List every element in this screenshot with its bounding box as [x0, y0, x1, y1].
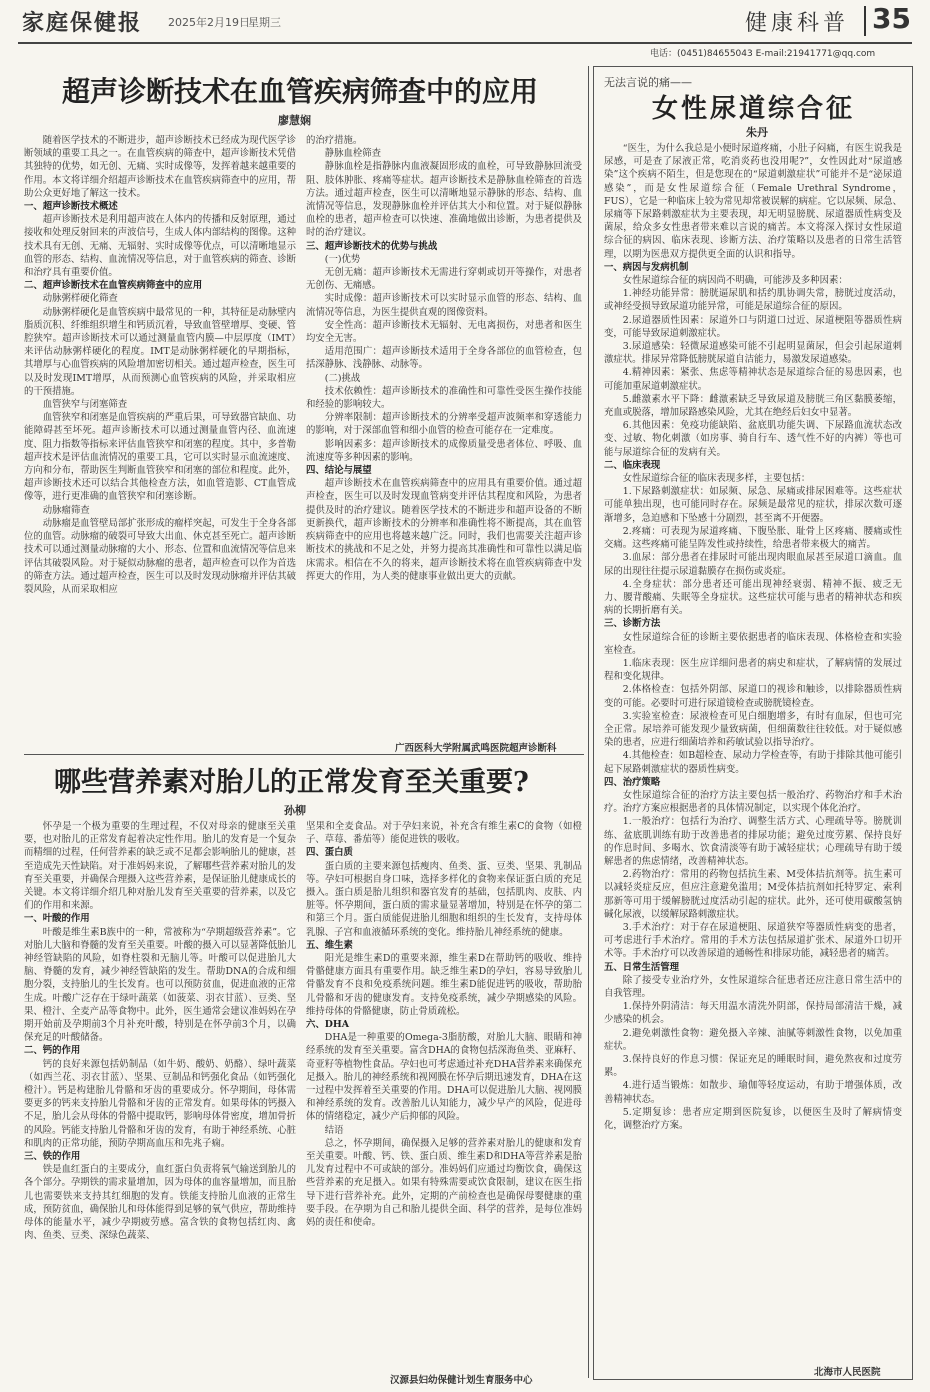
continued-paragraph: 坚果和全麦食品。对于孕妇来说，补充含有维生素C的食物（如橙子、草莓、番茄等）能促进铁的吸收。 — [306, 821, 582, 846]
paragraph: 技术依赖性：超声诊断技术的准确性和可靠性受医生操作技能和经验的影响较大。 — [306, 385, 582, 411]
paragraph: 4.全身症状：部分患者还可能出现神经衰弱、精神不振、疲乏无力、腰背酸痛、失眠等全身症状。这些症状可能与患者的精神状态和疾病的长期折磨有关。 — [604, 578, 902, 617]
paragraph: 超声诊断技术是利用超声波在人体内的传播和反射原理，通过接收和处理反射回来的声波信号，生成人体内部结构的图像。这种技术具有无创、无痛、无辐射、实时成像等优点，可以清晰地显示血管的形态、结构、血流情况等信息，对于血管疾病的筛查、诊断和治疗具有重要价值。 — [24, 214, 296, 279]
article3-author: 朱丹 — [746, 126, 768, 139]
subsection-heading: (二)挑战 — [324, 372, 361, 384]
paragraph: 钙的良好来源包括奶制品（如牛奶、酸奶、奶酪）、绿叶蔬菜（如西兰花、羽衣甘蓝）、坚果、豆制品和钙强化食品（如钙强化橙汁）。钙是构建胎儿骨骼和牙齿的重要成分。怀孕期间，母体需要更多的钙来支持胎儿骨骼和牙齿的正常发育。如果母体的钙摄入不足，胎儿会从母体的骨骼中提取钙，影响母体骨密度，增加骨折的风险。钙能支持胎儿骨骼和牙齿的发育，有助于神经系统、心脏和肌肉的正常功能，预防孕期高血压和先兆子痫。 — [24, 1058, 296, 1149]
paragraph: 超声诊断技术在血管疾病筛查中的应用具有重要价值。通过超声检查，医生可以及时发现血管病变并评估其程度和风险，为患者提供及时的治疗建议。随着医学技术的不断进步和超声设备的不断更新换代，超声诊断技术的分辨率和准确性将不断提高，其在血管疾病筛查中的应用也将越来越广泛。同时，我们也需要关注超声诊断技术的挑战和不足之处，并努力提高其准确性和可靠性以满足临床需求。相信在不久的将来，超声诊断技术将在血管疾病筛查中发挥更大的作用，为人类的健康事业做出更大的贡献。 — [306, 478, 582, 582]
paragraph: 5.雌激素水平下降：雌激素缺乏导致尿道及膀胱三角区黏膜萎缩，充血或脱落，增加尿路感染风险，尤其在绝经后妇女中显著。 — [604, 393, 902, 419]
article2-author: 孙柳 — [284, 804, 306, 817]
paragraph: 女性尿道综合征的病因尚不明确，可能涉及多种因素： — [622, 275, 848, 287]
masthead-separator — [864, 6, 866, 36]
section-heading: 三、铁的作用 — [24, 1151, 81, 1163]
paragraph: 3.血尿：部分患者在排尿时可能出现肉眼血尿甚至尿道口滴血。血尿的出现往往提示尿道黏膜存在损伤或炎症。 — [604, 552, 902, 577]
section-heading: 六、DHA — [306, 1019, 350, 1031]
article-divider — [24, 754, 584, 755]
paragraph: 实时成像：超声诊断技术可以实时显示血管的形态、结构、血流情况等信息，为医生提供直观的图像资料。 — [306, 293, 582, 318]
paragraph: 女性尿道综合征的治疗方法主要包括一般治疗、药物治疗和手术治疗。治疗方案应根据患者的具体情况制定，以实现个体化治疗。 — [604, 789, 902, 815]
section-name: 健康科普 — [745, 11, 850, 36]
paragraph: 阳光是维生素D的重要来源，维生素D在帮助钙的吸收、维持骨骼健康方面具有重要作用。缺乏维生素D的孕妇，容易导致胎儿骨骼发育不良和免疫系统问题。维生素D能促进钙的吸收，帮助胎儿骨骼和牙齿的健康发育。支持免疫系统，减少孕期感染的风险。维持母体的骨骼健康，防止骨质疏松。 — [306, 953, 582, 1017]
article2-column-2 — [306, 820, 582, 1368]
article1-author: 廖慧娴 — [278, 114, 311, 127]
paragraph: 安全性高：超声诊断技术无辐射、无电离损伤，对患者和医生均安全无害。 — [306, 319, 582, 345]
section-heading: 四、蛋白质 — [306, 847, 353, 859]
paragraph: 适用范围广：超声诊断技术适用于全身各部位的血管检查，包括深静脉、浅静脉、动脉等。 — [306, 346, 582, 371]
paragraph: 蛋白质的主要来源包括瘦肉、鱼类、蛋、豆类、坚果、乳制品等。孕妇可根据自身口味，选择多样化的食物来保证蛋白质的充足摄入。蛋白质是胎儿组织和器官发育的基础，包括肌肉、皮肤、内脏等。怀孕期间，蛋白质的需求量显著增加，特别是在怀孕的第二和第三个月。蛋白质能促进胎儿细胞和组织的生长发育，支持母体乳腺、子宫和血液循环系统的变化。维持胎儿神经系统的健康。 — [306, 860, 582, 938]
article2-title: 哪些营养素对胎儿的正常发育至关重要? — [54, 767, 529, 798]
section-heading: 二、临床表现 — [604, 459, 661, 471]
article3-body — [604, 142, 902, 1364]
paragraph: 血管狭窄和闭塞是血管疾病的严重后果，可导致器官缺血、功能障碍甚至坏死。超声诊断技术可以通过测量血管内径、血流速度、阻力指数等指标来评估血管狭窄和闭塞的程度。其中，多普勒超声技术是评估血流情况的重要工具，它可以实时显示血流速度、方向和分布，帮助医生判断血管狭窄和闭塞的部位和程度。此外，超声诊断技术还可以结合其他检查方法，如血管造影、CT血管成像等，进行更准确的血管狭窄和闭塞诊断。 — [24, 412, 296, 503]
paragraph: 动脉粥样硬化是血管疾病中最常见的一种，其特征是动脉壁内脂质沉积、纤维组织增生和钙质沉着，导致血管壁增厚、变硬、管腔狭窄。超声诊断技术可以通过测量血管内膜—中层厚度（IMT）来评估动脉粥样硬化的程度。IMT是动脉粥样硬化的早期指标，其增厚与心血管疾病的风险增加密切相关。通过超声检查，医生可以及时发现IMT增厚，从而预测心血管疾病的风险，并采取相应的干预措施。 — [24, 306, 296, 397]
paragraph: 叶酸是维生素B族中的一种，常被称为“孕期超级营养素”。它对胎儿大脑和脊髓的发育至关重要。叶酸的摄入可以显著降低胎儿神经管缺陷的风险，如脊柱裂和无脑儿等。叶酸可以促进胎儿大脑、脊髓的发育，减少神经管缺陷的发生。帮助DNA的合成和细胞分裂，支持胎儿的生长发育。也可以预防贫血，促进血液的正常生成。叶酸广泛存在于绿叶蔬菜（如菠菜、羽衣甘蓝）、豆类、坚果、橙汁、全麦产品等食物中。此外，医生通常会建议准妈妈在孕期开始前及孕期前3个月补充叶酸，特别是在怀孕前3个月，以确保充足的叶酸储备。 — [24, 926, 296, 1044]
paragraph: 1.一般治疗：包括行为治疗、调整生活方式、心理疏导等。膀胱训练、盆底肌训练有助于改善患者的排尿功能；避免过度劳累、保持良好的作息时间、多喝水、饮食清淡等有助于减轻症状；心理疏导有助于缓解患者的焦虑情绪，改善精神状态。 — [604, 816, 902, 867]
paragraph: 2.尿道器质性因素：尿道外口与阴道口过近、尿道梗阻等器质性病变，可能导致尿道刺激症状。 — [604, 314, 902, 339]
section-heading: 一、超声诊断技术概述 — [24, 201, 118, 213]
paragraph: 4.精神因素：紧张、焦虑等精神状态是尿道综合征的易患因素，也可能加重尿道刺激症状。 — [604, 367, 902, 392]
paragraph: 6.其他因素：免疫功能缺陷、盆底肌功能失调、下尿路血流状态改变、过敏、物化刺激（如房事、骑自行车、透气性不好的内裤）等也可能与尿道综合征的发病有关。 — [604, 420, 902, 458]
subsection-heading: (一)优势 — [324, 253, 361, 265]
article2-column-1 — [24, 820, 296, 1386]
column-divider — [588, 66, 589, 1378]
article2-affiliation: 汉源县妇幼保健计划生育服务中心 — [390, 1375, 533, 1386]
paragraph: 5.定期复诊：患者应定期到医院复诊，以便医生及时了解病情变化，调整治疗方案。 — [604, 1106, 902, 1132]
paragraph: 总之，怀孕期间，确保摄入足够的营养素对胎儿的健康和发育至关重要。叶酸、钙、铁、蛋白质、维生素D和DHA等营养素是胎儿发育过程中不可或缺的部分。准妈妈们应通过均衡饮食，确保这些营养素的充足摄入。如果有特殊需要或饮食限制，建议在医生指导下进行营养补充。此外，定期的产前检查也是确保母婴健康的重要手段。在孕期为自己和胎儿提供全面、科学的营养，是每位准妈妈的责任和使命。 — [306, 1137, 582, 1229]
article3-affiliation: 北海市人民医院 — [814, 1367, 881, 1378]
paragraph: 铁是血红蛋白的主要成分，血红蛋白负责将氧气输送到胎儿的各个部分。孕期铁的需求量增加，因为母体的血容量增加，而且胎儿也需要铁来支持其红细胞的发育。铁能支持胎儿血液的正常生成，预防贫血，确保胎儿和母体能得到足够的氧气供应，帮助维持母体的能量水平，减少孕期疲劳感。富含铁的食物包括红肉、禽肉、鱼类、豆类、深绿色蔬菜、 — [24, 1164, 296, 1242]
subsection-heading: 动脉瘤筛查 — [42, 504, 90, 516]
paragraph: 2.药物治疗：常用的药物包括抗生素、M受体拮抗剂等。抗生素可以减轻炎症反应，但应注意避免滥用；M受体拮抗剂如托特罗定、索利那新等可用于缓解膀胱过度活动引起的症状。此外，还可使用碳酸氢钠碱化尿液，以缓解尿路刺激症状。 — [604, 869, 902, 920]
paragraph: 静脉血栓是指静脉内血液凝固形成的血栓，可导致静脉回流受阻、肢体肿胀、疼痛等症状。超声诊断技术是静脉血栓筛查的首选方法。通过超声检查，医生可以清晰地显示静脉的形态、结构、血流情况等信息，发现静脉血栓并评估其大小和位置。对于疑似静脉血栓的患者，超声检查可以快速、准确地做出诊断，为患者提供及时的治疗建议。 — [306, 161, 582, 239]
contact-line: 电话：(0451)84655043 E-mail:21941771@qq.com — [650, 49, 876, 59]
paragraph: 动脉瘤是血管壁局部扩张形成的瘤样突起，可发生于全身各部位的血管。动脉瘤的破裂可导致大出血、休克甚至死亡。超声诊断技术可以通过测量动脉瘤的大小、形态、位置和血流情况等信息来评估其破裂风险。对于疑似动脉瘤的患者，超声检查可以作为首选的筛查方法。通过超声检查，医生可以及时发现动脉瘤并评估其破裂风险，从而采取相应 — [24, 517, 296, 595]
section-heading: 一、病因与发病机制 — [604, 261, 689, 273]
subsection-heading: 动脉粥样硬化筛查 — [42, 293, 118, 305]
masthead — [0, 0, 930, 46]
issue-date: 2025年2月19日 — [168, 16, 250, 29]
paragraph: 影响因素多：超声诊断技术的成像质量受患者体位、呼吸、血流速度等多种因素的影响。 — [306, 438, 582, 463]
article1-affiliation: 广西医科大学附属武鸣医院超声诊断科 — [395, 743, 557, 754]
paragraph: 4.其他检查：如B超检查、尿动力学检查等，有助于排除其他可能引起下尿路刺激症状的器质性病变。 — [604, 750, 902, 775]
paragraph: 1.保持外阴清洁：每天用温水清洗外阴部，保持局部清洁干燥，减少感染的机会。 — [604, 1001, 902, 1026]
article1-column-1 — [24, 134, 296, 786]
article1-column-2 — [306, 134, 582, 734]
section-heading: 三、诊断方法 — [604, 618, 661, 630]
paragraph: 1.神经功能异常：膀胱逼尿肌和括约肌协调失常，膀胱过度活动，或神经受损导致尿道功能异常，可能是尿道综合征的原因。 — [604, 288, 902, 313]
paragraph: 3.保持良好的作息习惯：保证充足的睡眠时间，避免熬夜和过度劳累。 — [604, 1054, 902, 1079]
paragraph: 女性尿道综合征的临床表现多样，主要包括： — [622, 473, 811, 485]
paragraph: “医生，为什么我总是小便时尿道疼痛，小肚子闷痛，有医生说我是尿感，可是查了尿液正常，吃消炎药也没用呢?”，女性因此对“尿道感染”这个疾病不陌生，但是您现在的“尿道刺激症状”可能并不是“泌尿道感染”，而是女性尿道综合征（Female Urethral Syndrome，FUS），它是一种临床上较为常见却常被误解的病症。它以尿频、尿急、尿痛等下尿路刺激症状为主要表现，却无明显膀胱、尿道器质性病变及菌尿，给众多女性患者带来难以言说的痛苦。本文将深入探讨女性尿道综合征的病因、临床表现、诊断方法、治疗策略以及患者的日常生活管理，以期为医患双方提供更全面的认识和指导。 — [604, 143, 902, 260]
paragraph: 3.实验室检查：尿液检查可见白细胞增多，有时有血尿，但也可完全正常。尿培养可能发现少量致病菌，但细菌数往往较低。对于疑似感染的患者，应进行细菌培养和药敏试验以指导治疗。 — [604, 710, 902, 749]
article3-title: 女性尿道综合征 — [652, 94, 856, 124]
paragraph: 分辨率限制：超声诊断技术的分辨率受超声波频率和穿透能力的影响，对于深部血管和细小血管的检查可能存在一定难度。 — [306, 412, 582, 437]
paragraph: 2.避免刺激性食物：避免摄入辛辣、油腻等刺激性食物，以免加重症状。 — [604, 1027, 902, 1052]
paragraph: 3.尿道感染：轻微尿道感染可能不引起明显菌尿，但会引起尿道刺激症状。排尿异常降低膀胱尿道自洁能力，易激发尿道感染。 — [604, 341, 902, 366]
page-number: 35 — [872, 2, 911, 35]
subsection-heading: 静脉血栓筛查 — [324, 148, 382, 160]
paragraph: 女性尿道综合征的诊断主要依据患者的临床表现、体格检查和实验室检查。 — [604, 631, 902, 656]
continued-paragraph: 的治疗措施。 — [306, 135, 363, 146]
paragraph: 1.下尿路刺激症状：如尿频、尿急、尿痛或排尿困难等。这些症状可能单独出现，也可能同时存在。尿频是最常见的症状，排尿次数可逐渐增多，急迫感和下坠感十分剧烈，甚至离不开便器。 — [604, 486, 902, 524]
paragraph: 随着医学技术的不断进步，超声诊断技术已经成为现代医学诊断领域的重要工具之一。在血管疾病的筛查中，超声诊断技术凭借其独特的优势，如无创、无痛、实时成像等，发挥着越来越重要的作用。本文将详细介绍超声诊断技术在血管疾病筛查中的应用，帮助公众更好地了解这一技术。 — [24, 135, 296, 199]
paper-name: 家庭保健报 — [22, 11, 143, 36]
subsection-heading: 结语 — [324, 1124, 344, 1136]
section-heading: 五、维生素 — [306, 939, 353, 951]
subsection-heading: 血管狭窄与闭塞筛查 — [42, 399, 128, 411]
paragraph: DHA是一种重要的Omega-3脂肪酸，对胎儿大脑、眼睛和神经系统的发育至关重要。富含DHA的食物包括深海鱼类、亚麻籽、奇亚籽等植物性食品。孕妇也可考虑通过补充DHA营养素来确保充足摄入。胎儿的神经系统和视网膜在怀孕后期迅速发育，DHA在这一过程中发挥着至关重要的作用。DHA可以促进胎儿大脑、视网膜和神经系统的发育。改善胎儿认知能力，减少早产的风险，促进母体的情绪稳定，减少产后抑郁的风险。 — [306, 1032, 582, 1123]
paragraph: 2.疼痛：可表现为尿道疼痛、下腹坠胀、耻骨上区疼痛、腰痛或性交痛。这些疼痛可能呈阵发性或持续性，给患者带来极大的痛苦。 — [604, 525, 902, 551]
paragraph: 2.体格检查：包括外阴部、尿道口的视诊和触诊，以排除器质性病变的可能。必要时可进行尿道镜检查或膀胱镜检查。 — [604, 684, 902, 709]
paragraph: 4.进行适当锻炼：如散步、瑜伽等轻度运动，有助于增强体质，改善精神状态。 — [604, 1080, 902, 1105]
section-heading: 五、日常生活管理 — [604, 961, 680, 973]
section-heading: 四、治疗策略 — [604, 776, 661, 788]
article1-title: 超声诊断技术在血管疾病筛查中的应用 — [62, 75, 539, 108]
section-heading: 二、钙的作用 — [24, 1045, 81, 1057]
section-heading: 四、结论与展望 — [306, 465, 372, 477]
section-heading: 一、叶酸的作用 — [24, 913, 90, 925]
masthead-rule — [18, 42, 912, 44]
section-heading: 二、超声诊断技术在血管疾病筛查中的应用 — [24, 280, 203, 292]
paragraph: 怀孕是一个极为重要的生理过程，不仅对母亲的健康至关重要，也对胎儿的正常发育起着决定性作用。胎儿的发育是一个复杂而精细的过程，任何营养素的缺乏或不足都会影响胎儿的健康，甚至造成先天性缺陷。对于准妈妈来说，了解哪些营养素对胎儿的发育至关重要，并确保合理摄入这些营养素，是保证胎儿健康成长的关键。本文将详细介绍几种对胎儿发育至关重要的营养素，以及它们的作用和来源。 — [24, 821, 296, 912]
paragraph: 除了接受专业治疗外，女性尿道综合征患者还应注意日常生活中的自我管理。 — [604, 974, 902, 999]
paragraph: 无创无痛：超声诊断技术无需进行穿刺或切开等操作，对患者无创伤、无痛感。 — [306, 267, 582, 292]
paragraph: 3.手术治疗：对于存在尿道梗阻、尿道狭窄等器质性病变的患者，可考虑进行手术治疗。常用的手术方法包括尿道扩张术、尿道外口切开术等。手术治疗可以改善尿道的通畅性和排尿功能，减轻患者的痛苦。 — [604, 921, 902, 960]
article3-kicker: 无法言说的痛—— — [604, 76, 692, 89]
issue-weekday: 星期三 — [248, 16, 281, 29]
section-heading: 三、超声诊断技术的优势与挑战 — [306, 240, 438, 252]
paragraph: 1.临床表现：医生应详细问患者的病史和症状，了解病情的发展过程和变化规律。 — [604, 657, 902, 683]
